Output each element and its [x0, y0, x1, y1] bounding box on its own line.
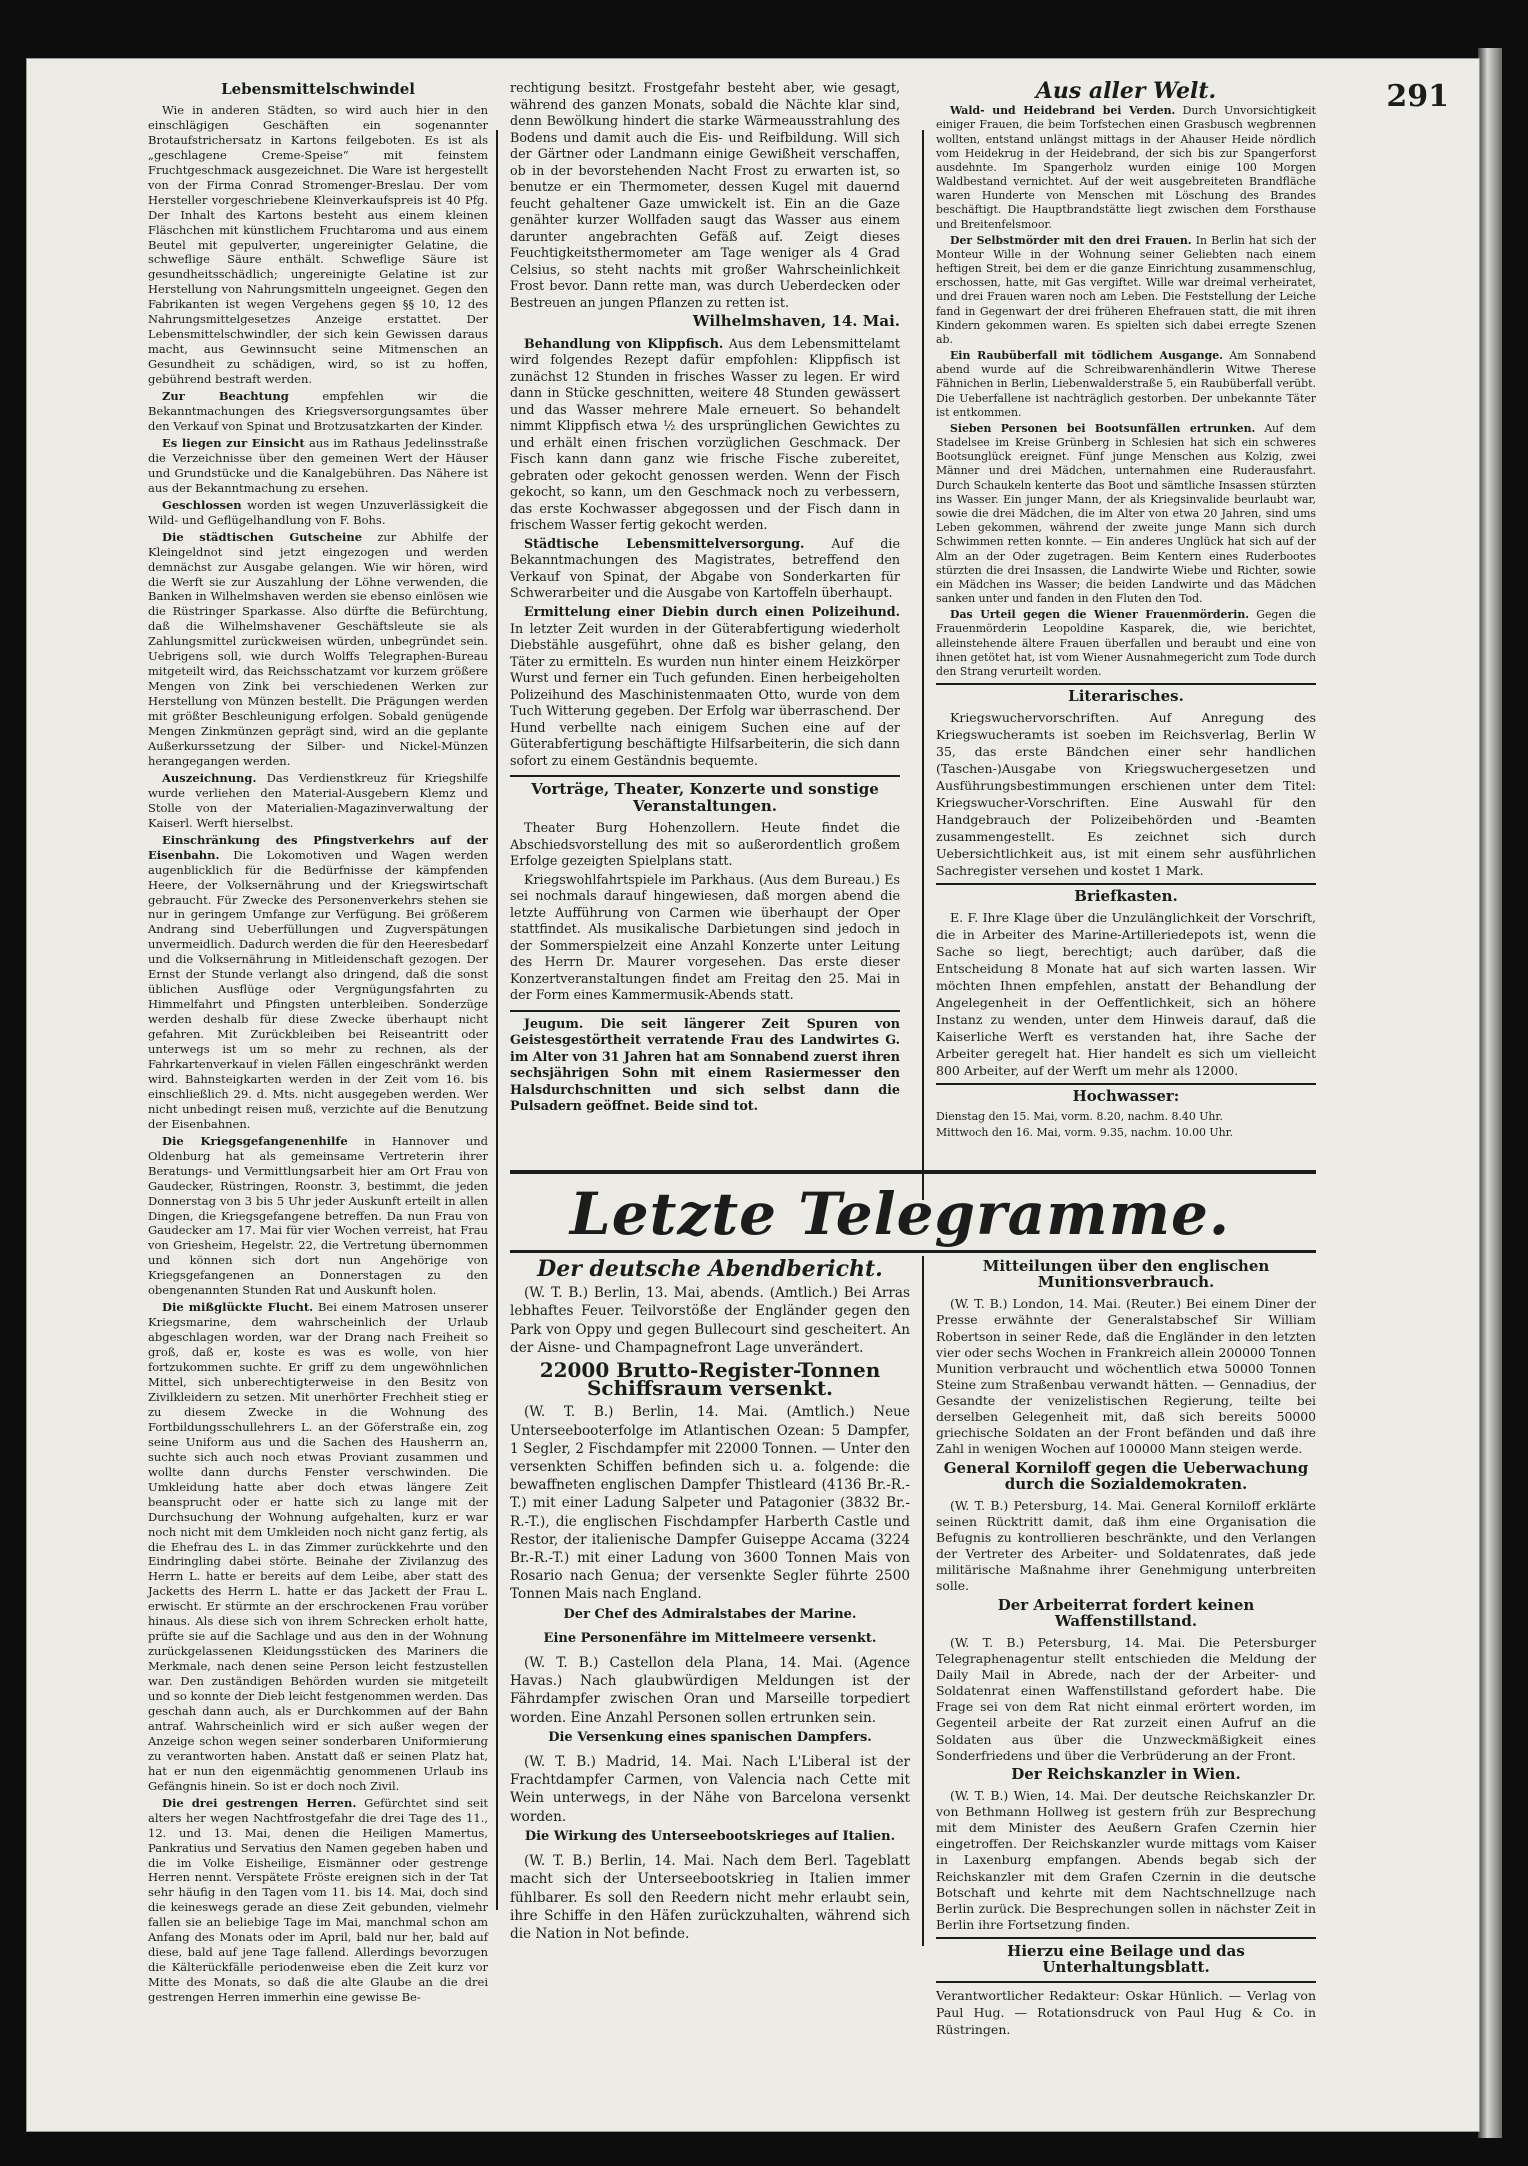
article-paragraph [510, 604, 900, 769]
article-lead: Die städtischen Gutscheine [162, 529, 363, 544]
article-text: aus im Rathaus Jedelinsstraße die Verzeichnisse über den gemeinen Wert der Häuser und Grundstücke und die Kanalgebühren. Das Nähere ist aus der Bekanntmachung zu ersehen. [148, 435, 488, 495]
article-text: Das Verdienstkreuz für Kriegshilfe wurde verliehen den Material-Ausgebern Klemz und Stolle von der Materialien-Magazinverwaltung der Kaiserl. Werft hierselbst. [148, 770, 488, 830]
beilage-note: Hierzu eine Beilage und das Unterhaltungsblatt. [1007, 1942, 1245, 1977]
article-lead: Die Kriegsgefangenenhilfe [162, 1133, 348, 1148]
jeugum-paragraph: Jeugum. Die seit längerer Zeit Spuren von Geistesgestörtheit verratende Frau des Landwirtes G. im Alter von 31 Jahren hat am Sonnabend zuerst ihren sechsjährigen Sohn mit einem Rasiermesser den Halsdurchschnitten und sich selbst dann die Pulsadern geöffnet. Beide sind tot. [510, 1015, 900, 1114]
article-paragraph [148, 1300, 488, 1793]
article-lead: Es liegen zur Einsicht [162, 435, 305, 450]
article-text: Durch Unvorsichtigkeit einiger Frauen, die beim Torfstechen einen Grasbusch wegbrennen wollten, entstand unlängst mittags in der Ahauser Heide nördlich vom Heidekrug in der Heidebrand, der sich bis zur Spangerforst ausdehnte. Im Spangerholz wurden einige 100 Morgen Waldbestand vernichtet. Auf der weit ausgebreiteten Brandfläche waren Hunderte von Menschen mit Löschung des Brandes beschäftigt. Die Hauptbrandstätte liegt zwischen dem Forsthause und Breitenfelsmoor. [936, 104, 1317, 231]
subhead-korniloff: General Korniloff gegen die Ueberwachung durch die Sozialdemokraten. [943, 1458, 1309, 1493]
article-paragraph [510, 336, 900, 534]
telegram-text: (W. T. B.) Berlin, 14. Mai. Nach dem Berl. Tageblatt macht sich der Unterseebootskrieg in Italien immer fühlbarer. Es soll den Reedern nicht mehr erlaubt sein, ihre Schiffe in den Häfen zurückzuhalten, während sich die Nation in Not befinde. [510, 1853, 910, 1942]
article-paragraph [148, 103, 488, 387]
article-lead: Behandlung von Klippfisch. [524, 335, 724, 351]
section-title-literarisches: Literarisches. [1068, 687, 1184, 706]
section-title-briefkasten: Briefkasten. [1074, 887, 1178, 906]
briefkasten-text: E. F. Ihre Klage über die Unzulänglichkeit der Vorschrift, die in Arbeiter des Marine-Artilleriedepots ist, wenn die Sache so liegt, berechtigt; auch darüber, daß die Entscheidung 8 Monate hat auf sich warten lassen. Wir möchten Ihnen empfehlen, anstatt der Behandlung der Angelegenheit in der Oeffentlichkeit, sich an höhere Instanz zu wenden, unter dem Hinweis darauf, daß die Kaiserliche Werft es verstanden hat, ihre Sache der Arbeiter geregelt hat. Hier handelt es sich um vielleicht 800 Arbeiter, auf der Werft um mehr als 12000. [936, 910, 1316, 1079]
article-text: worden ist wegen Unzuverlässigkeit die Wild- und Geflügelhandlung von F. Bohs. [148, 497, 488, 527]
article-text: empfehlen wir die Bekanntmachungen des Kriegsversorgungsamtes über den Verkauf von Spinat und Brotzusatzkarten der Kinder. [148, 389, 489, 433]
divider [936, 683, 1316, 685]
article-lead: Der Selbstmörder mit den drei Frauen. [950, 233, 1192, 247]
page-number: 291 [1386, 79, 1449, 114]
telegram-text: (W. T. B.) Berlin, 14. Mai. (Amtlich.) Neue Unterseebooterfolge im Atlantischen Ozean: 5 Dampfer, 1 Segler, 2 Fischdampfer mit 22000 Tonnen. — Unter den versenkten Schiffen befinden sich u. a. folgende: die bewaffneten englischen Dampfer Thistleard (4136 Br.-R.-T.) mit einer Ladung Salpeter und Patagonier (3832 Br.-R.-T.), die englischen Fischdampfer Harberth Castle und Restor, der italienische Dampfer Guiseppe Accama (3224 Br.-R.-T.) mit einer Ladung von 3600 Tonnen Mais von Rosario nach Genua; der versenkte Segler führte 2500 Tonnen Mais nach England. [510, 1404, 910, 1603]
article-lead: Die drei gestrengen Herren. [162, 1795, 357, 1810]
section-title-hochwasser: Hochwasser: [1072, 1087, 1180, 1106]
divider [936, 883, 1316, 885]
telegram-text: (W. T. B.) Petersburg, 14. Mai. General Korniloff erklärte seinen Rücktritt damit, daß ihm eine Organisation die Befugnis zu kontrollieren beschränkte, und den Verlangen der Vertreter des Arbeiter- und Soldatenrates, daß jede militärische Maßnahme ihrer Genehmigung unterbreiten solle. [936, 1497, 1316, 1594]
article-text: Bei einem Matrosen unserer Kriegsmarine, dem wahrscheinlich der Urlaub abgeschlagen worden, war der Drang nach Freiheit so groß, daß er, koste es was es wolle, von hier fortzukommen suchte. Er griff zu dem ungewöhnlichen Mittel, sich unberechtigterweise in den Besitz von Zivilkleidern zu setzen. Mit unerhörter Frechheit stieg er zu diesem Zwecke in die Wohnung des Fortbildungsschullehrers L. an der Göferstraße ein, zog seine Uniform aus und die Sachen des Hausherrn an, suchte sich auch noch etwas Proviant zusammen und wollte dann durchs Fenster verschwinden. Die Umkleidung hatte aber doch etwas längere Zeit beansprucht oder er hatte sich zu lange mit der Durchsuchung der Wohnung aufgehalten, kurz er war noch nicht mit dem Umkleiden noch nicht ganz fertig, als die Ehefrau des L. in das Zimmer zurückkehrte und den Eindringling dabei störte. Beinahe der Zivilanzug des Herrn L. hatte er bereits auf dem Leibe, aber statt des Jacketts des Herrn L. hatte er das Jackett der Frau L. erwischt. Er stürmte an der erschrockenen Frau vorüber hinaus. Als diese sich von ihrem Schrecken erholt hatte, prüfte sie auf die Sachlage und aus den in der Wohnung zurückgelassenen Kleidungsstücken des Mariners die Merkmale, nach denen seine Person leicht festzustellen war. Den zuständigen Behörden wurden sie mitgeteilt und so konnte der Dieb leicht festgenommen werden. Das geschah dann auch, als er Durchkommen auf der Bahn antraf. Wahrscheinlich wird er sich außer wegen der Anzeige schon wegen seiner sonderbaren Uniformierung zu verantworten haben. Anstatt daß er seinen Platz hat, hat er nun den eigenmächtig genommenen Urlaub ins Gefängnis hinein. So ist er doch noch Zivil. [148, 1300, 488, 1793]
banner-letzte-telegramme: Letzte Telegramme. [569, 1180, 1231, 1248]
impressum: Verantwortlicher Redakteur: Oskar Hünlich. — Verlag von Paul Hug. — Rotationsdruck von Paul Hug & Co. in Rüstringen. [936, 1988, 1316, 2038]
subhead-personenfaehre: Eine Personenfähre im Mittelmeere versenkt. [543, 1630, 877, 1646]
subhead-munitionsverbrauch: Mitteilungen über den englischen Munitionsverbrauch. [982, 1257, 1270, 1292]
article-paragraph [148, 1134, 488, 1298]
telegramme-right-column [936, 1256, 1316, 2040]
article-lead: Ein Raubüberfall mit tödlichem Ausgange. [950, 349, 1223, 363]
article-paragraph [148, 436, 488, 496]
article-paragraph [148, 498, 488, 528]
article-paragraph [936, 349, 1316, 420]
article-text: zur Abhilfe der Kleingeldnot sind jetzt eingezogen und werden demnächst zur Ausgabe gelangen. Wie wir hören, wird die Werft sie zur Auszahlung der Löhne verwenden, die Banken in Wilhelmshaven werden sie ebenso einlösen wie die Rüstringer Sparkasse. Also dürfte die Befürchtung, daß die Wilhelmshavener Geschäftsleute sie als Zahlungsmittel zurückweisen würden, unbegründet sein. Uebrigens soll, wie durch Wolffs Telegraphen-Bureau mitgeteilt wird, das Reichsschatzamt vor kurzem größere Mengen von Zink bei verschiedenen Werken zur Herstellung von Münzen bestellt. Die Prägungen werden mit größter Beschleunigung erfolgen. Sobald genügende Mengen Zinkmünzen geprägt sind, wird an die geplante Außerkurssetzung der Silber- und Nickel-Münzen herangegangen werden. [148, 529, 488, 768]
headline-abendbericht: Der deutsche Abendbericht. [537, 1256, 883, 1282]
article-text: In Berlin hat sich der Monteur Wille in der Wohnung seiner Geliebten nach einem heftigen Streit, bei dem er die ganze Einrichtung zusammenschlug, erschossen, hatte, mit Gas vergiftet. Wille war dreimal verheiratet, und drei Frauen waren noch am Leben. Die Feststellung der Leiche fand in Gegenwart der drei früheren Ehefrauen statt, die mit ihren Kindern gekommen waren. Es spielten sich dabei erregte Szenen ab. [936, 233, 1317, 346]
literarisches-text: Kriegswuchervorschriften. Auf Anregung des Kriegswucheramts ist soeben im Reichsverlag, Berlin W 35, das erste Bändchen einer sehr handlichen (Taschen-)Ausgabe von Kriegswuchergesetzen und Ausführungsbestimmungen erschienen unter dem Titel: Kriegswucher-Vorschriften. Eine Auswahl für den Handgebrauch der Polizeibehörden und -Beamten zusammengestellt. Es zeichnet sich durch Uebersichtlichkeit aus, ist mit einem sehr ausführlichen Sachregister versehen und kostet 1 Mark. [936, 710, 1316, 879]
article-text: Die Lokomotiven und Wagen werden augenblicklich für die Bedürfnisse der kämpfenden Heere, der Volksernährung und der Kriegswirtschaft gebraucht. Für Zwecke des Personenverkehrs stehen sie nur in geringem Umfange zur Verfügung. Bei größerem Andrang sind Ueberfüllungen und Zugverspätungen unvermeidlich. Dadurch werden die für den Heeresbedarf und die Volksernährung in Mitleidenschaft gezogen. Der Ernst der Stunde verlangt also dringend, daß die sonst üblichen Ausflüge oder Vergnügungsfahrten zu Himmelfahrt und Pfingsten unterbleiben. Sonderzüge werden deshalb für diese Zwecke überhaupt nicht gefahren. Mit Zurückbleiben bei Reiseantritt oder unterwegs ist um so mehr zu rechnen, als der Fahrkartenverkauf in vielen Fällen eingeschränkt werden wird. Bahnsteigkarten werden in der Zeit vom 16. bis einschließlich 29. d. Mts. nicht ausgegeben werden. Wer nicht unbedingt reisen muß, verzichte auf die Benutzung der Eisenbahnen. [148, 847, 488, 1131]
column-local-news [148, 80, 488, 2007]
article-paragraph [148, 1796, 488, 2005]
article-text: Am Sonnabend abend wurde auf die Schreibwarenhändlerin Witwe Therese Fähnichen in Berlin, Liebenwalderstraße 5, ein Raubüberfall verübt. Die Ueberfallene ist nachträglich gestorben. Der unbekannte Täter ist entkommen. [936, 349, 1316, 419]
column-rule [922, 1256, 924, 1946]
article-lead: Sieben Personen bei Bootsunfällen ertrunken. [950, 421, 1256, 435]
divider [936, 1083, 1316, 1085]
article-paragraph [510, 536, 900, 602]
subhead-reichskanzler: Der Reichskanzler in Wien. [1011, 1764, 1241, 1783]
article-paragraph [936, 104, 1316, 232]
article-lead: Einschränkung des Pfingstverkehrs auf der Eisenbahn. [148, 832, 488, 862]
article-lead: Die mißglückte Flucht. [162, 1300, 314, 1315]
telegram-text: (W. T. B.) Berlin, 13. Mai, abends. (Amtlich.) Bei Arras lebhaftes Feuer. Teilvorstöße der Engländer gegen den Park von Oppy und gegen Bullecourt sind gescheitert. An der Aisne- und Champagnefront Lage unverändert. [510, 1285, 910, 1356]
article-paragraph [148, 389, 488, 434]
article-paragraph [148, 530, 488, 769]
column-rule [496, 130, 498, 1910]
article-lead: Das Urteil gegen die Wiener Frauenmörderin. [950, 608, 1250, 622]
article-lead: Wald- und Heidebrand bei Verden. [950, 104, 1176, 118]
subhead-spanischer-dampfer: Die Versenkung eines spanischen Dampfers. [548, 1729, 872, 1745]
telegramme-top-rule [510, 1170, 1316, 1174]
section-title-aus-aller-welt: Aus aller Welt. [1035, 78, 1217, 104]
divider [510, 1010, 900, 1012]
article-lead: Zur Beachtung [162, 389, 289, 404]
article-paragraph [936, 608, 1316, 679]
article-text: Gegen die Frauenmörderin Leopoldine Kasparek, die, wie berichtet, alleinstehende ältere Frauen überfallen und beraubt und eine von ihnen getötet hat, ist vom Wiener Ausnahmegericht zum Tode durch den Strang verurteilt worden. [936, 608, 1316, 678]
telegram-text: (W. T. B.) Wien, 14. Mai. Der deutsche Reichskanzler Dr. von Bethmann Hollweg ist gestern früh zur Besprechung mit dem Minister des Aeußern Grafen Czernin hier eingetroffen. Der Reichskanzler wurde mittags vom Kaiser in Laxenburg empfangen. Abends begab sich der Reichskanzler mit dem Grafen Czernin in die deutsche Botschaft und kehrte mit dem Nachtschnellzuge nach Berlin zurück. Die Besprechungen sollen in nächster Zeit in Berlin ihre Fortsetzung finden. [936, 1787, 1316, 1932]
telegramme-left-column [510, 1256, 910, 1945]
subhead-italien: Die Wirkung des Unterseebootskrieges auf Italien. [524, 1828, 896, 1844]
article-text: Gefürchtet sind seit alters her wegen Nachtfrostgefahr die drei Tage des 11., 12. und 13. Mai, denen die Heiligen Mamertus, Pankratius und Servatius den Namen gegeben haben und die im Volke Eisheilige, Eismänner oder gestrenge Herren nennt. Verspätete Fröste ereignen sich in der Tat sehr häufig in den Tagen vom 11. bis 14. Mai, doch sind die keineswegs gerade an diese Zeit gebunden, vielmehr fallen sie an beliebige Tage im Mai, manchmal schon am Anfang des Monats oder im April, bald nur her, bald auf diese, bald auf jene Tage fallend. Allerdings bevorzugen die Kälterückfälle periodenweise eben die Zeit kurz vor Mitte des Monats, so daß die alte Glaube an die drei gestrengen Herren immerhin eine gewisse Be- [148, 1795, 488, 2005]
theater-paragraph: Kriegswohlfahrtspiele im Parkhaus. (Aus dem Bureau.) Es sei nochmals darauf hingewiesen, daß morgen abend die letzte Aufführung von Carmen wie überhaupt der Oper stattfindet. Als musikalische Darbietungen sind jedoch in der Sommerspielzeit eine Anzahl Konzerte unter Leitung des Herrn Dr. Maurer vorgesehen. Das erste dieser Konzertveranstaltungen findet am Freitag den 25. Mai in der Form eines Kammermusik-Abends statt. [510, 871, 900, 1003]
hochwasser-line: Mittwoch den 16. Mai, vorm. 9.35, nachm. 10.00 Uhr. [936, 1125, 1234, 1139]
column-rule [922, 130, 924, 1200]
article-paragraph [936, 422, 1316, 606]
dateline-wilhelmshaven: Wilhelmshaven, 14. Mai. [692, 312, 900, 331]
article-text: In letzter Zeit wurden in der Güterabfertigung wiederholt Diebstähle ausgeführt, ohne daß es bisher gelang, den Täter zu ermitteln. Es wurden nun hinter einem Heizkörper Wurst und ferner ein Tuch gefunden. Einen herbeigeholten Polizeihund des Maschinistenmaaten Otto, wurde von dem Tuch Witterung gegeben. Der Erfolg war überraschend. Der Hund verbellte nach einigem Suchen eine auf der Güterabfertigung beschäftigte Hilfsarbeiterin, die sich dann sofort zu einem Geständnis bequemte. [510, 620, 900, 768]
article-paragraph [148, 771, 488, 831]
article-paragraph [936, 234, 1316, 347]
article-text: Auf die Bekanntmachungen des Magistrates, betreffend den Verkauf von Spinat, der Abgabe von Sonderkarten für Schwerarbeiter und die Ausgabe von Kartoffeln überhaupt. [510, 535, 900, 601]
continued-text: rechtigung besitzt. Frostgefahr besteht aber, wie gesagt, während des ganzen Monats, sobald die Nächte klar sind, denn Bewölkung hindert die starke Wärmeausstrahlung des Bodens und damit auch die Eis- und Reifbildung. Will sich der Gärtner oder Landmann einige Gewißheit verschaffen, ob in der bevorstehenden Nacht Frost zu erwarten ist, so benutze er ein Thermometer, dessen Kugel mit dauernd feucht gehaltener Gaze umwickelt ist. Ein an die Gaze genähter kurzer Wollfaden saugt das Wasser aus einem darunter angebrachten Gefäß auf. Zeigt dieses Feuchtigkeitsthermometer am Tage weniger als 4 Grad Celsius, so steht nachts mit großer Wahrscheinlichkeit Frost bevor. Dann rette man, was durch Ueberdecken oder Bestreuen an jungen Pflanzen zu retten ist. [510, 80, 900, 310]
section-title-lebensmittelschwindel: Lebensmittelschwindel [221, 80, 415, 98]
section-title-veranstaltungen: Vorträge, Theater, Konzerte und sonstige Veranstaltungen. [531, 780, 879, 815]
article-lead: Geschlossen [162, 497, 242, 512]
divider [510, 775, 900, 777]
divider [936, 1937, 1316, 1939]
telegramme-bottom-rule [510, 1250, 1316, 1253]
book-spine-edge [1478, 48, 1502, 2138]
signature-admiralstab: Der Chef des Admiralstabes der Marine. [563, 1606, 857, 1622]
hochwasser-line: Dienstag den 15. Mai, vorm. 8.20, nachm. 8.40 Uhr. [936, 1109, 1223, 1123]
telegram-text: (W. T. B.) Castellon dela Plana, 14. Mai. (Agence Havas.) Nach glaubwürdigen Meldungen ist der Fährdampfer zwischen Oran und Marseille torpediert worden. Eine Anzahl Personen sollen ertrunken sein. [510, 1655, 910, 1726]
article-lead: Auszeichnung. [162, 770, 257, 785]
telegram-text: (W. T. B.) Madrid, 14. Mai. Nach L'Liberal ist der Frachtdampfer Carmen, von Valencia nach Cette mit Wein unterwegs, in der Nähe von Barcelona versenkt worden. [510, 1754, 910, 1825]
headline-22000-tonnen: 22000 Brutto-Register-Tonnen Schiffsraum versenkt. [539, 1358, 881, 1401]
article-text: Wie in anderen Städten, so wird auch hier in den einschlägigen Geschäften ein sogenannter Brotaufstrichersatz in Kartons feilgeboten. Es ist als „geschlagene Creme-Speise“ mit feinstem Fruchtgeschmack ausgezeichnet. Die Ware ist hergestellt von der Firma Conrad Stromenger-Breslau. Der vom Hersteller vorgeschriebene Kleinverkaufspreis ist 40 Pfg. Der Inhalt des Kartons besteht aus einem kleinen Fläschchen mit künstlichem Fruchtaroma und aus einem Beutel mit gepulverter, ungereinigter Gelatine, die schweflige Säure enthält. Schweflige Säure ist gesundheitsschädlich; ungereinigte Gelatine ist zur Herstellung von Nahrungsmitteln ungeeignet. Gegen den Fabrikanten ist wegen Vergehens gegen §§ 10, 12 des Nahrungsmittelgesetzes Anzeige erstattet. Der Lebensmittelschwindler, der sich kein Gewissen daraus macht, aus Gewinnsucht seine Mitmenschen an Gesundheit zu schädigen, wird, so ist zu hoffen, gebührend bestraft werden. [148, 102, 488, 387]
column-wilhelmshaven [510, 80, 900, 1117]
divider [936, 1981, 1316, 1983]
telegram-text: (W. T. B.) London, 14. Mai. (Reuter.) Bei einem Diner der Presse erwähnte der Generalstabschef Sir William Robertson in seiner Rede, daß die Engländer in den letzten vier oder sechs Wochen in Frankreich allein 200000 Tonnen Munition verbraucht und wöchentlich etwa 50000 Tonnen Steine zum Straßenbau verwandt hätten. — Gennadius, der Gesandte der venizelistischen Regierung, teilte bei derselben Gelegenheit mit, daß sich bereits 50000 griechische Soldaten an der Front befänden und daß ihre Zahl in wenigen Wochen auf 100000 Mann steigen werde. [936, 1296, 1316, 1457]
theater-paragraph: Theater Burg Hohenzollern. Heute findet die Abschiedsvorstellung des mit so außerordentlich großem Erfolge gezeigten Spielplans statt. [510, 820, 900, 869]
article-text: Aus dem Lebensmittelamt wird folgendes Rezept dafür empfohlen: Klippfisch ist zunächst 12 Stunden in frisches Wasser zu legen. Er wird dann in Stücke geschnitten, weitere 48 Stunden gewässert und das Wasser mehrere Male erneuert. So behandelt nimmt Klippfisch etwa ½ des ursprünglichen Gewichtes zu und erhält einen frischen vorzüglichen Geschmack. Der Fisch kann dann ganz wie frische Fische zubereitet, gebraten oder gekocht genossen werden. Wenn der Fisch gekocht, so kann, um den Geschmack noch zu verbessern, das erste Kochwasser abgegossen und der Fisch dann in frischem Wasser fertig gekocht werden. [510, 335, 900, 533]
column-aus-aller-welt [936, 80, 1316, 1142]
article-paragraph [148, 833, 488, 1132]
telegram-text: (W. T. B.) Petersburg, 14. Mai. Die Petersburger Telegraphenagentur stellt entschieden die Meldung der Daily Mail in Abrede, nach der der Arbeiter- und Soldatenrat einen Waffenstillstand gefordert habe. Die Frage sei von dem Rat nicht einmal erörtert worden, im Gegenteil arbeite der Rat zurzeit einen Aufruf an die Soldaten aus über die Unzweckmäßigkeit eines Sonderfriedens und über die Verbrüderung an der Front. [936, 1634, 1316, 1763]
article-text: in Hannover und Oldenburg hat als gemeinsame Vertreterin ihrer Beratungs- und Vermittlungsarbeit hier am Ort Frau von Gaudecker, Rüstringen, Roonstr. 3, bestimmt, die jeden Donnerstag von 3 bis 5 Uhr jeder Auskunft erteilt in allen Dingen, die Kriegsgefangene betreffen. Da nun Frau von Gaudecker am 17. Mai für vier Wochen verreist, hat Frau von Griesheim, Hegelstr. 22, die Vertretung übernommen und können sich dort nun Angehörige von Kriegsgefangenen an Donnerstagen zu den obengenannten Stunden Rat und Auskunft holen. [148, 1133, 488, 1298]
subhead-arbeiterrat: Der Arbeiterrat fordert keinen Waffenstillstand. [997, 1595, 1255, 1630]
article-text: Auf dem Stadelsee im Kreise Grünberg in Schlesien hat sich ein schweres Bootsunglück ereignet. Fünf junge Menschen aus Kolzig, zwei Männer und drei Mädchen, unternahmen eine Ruderausfahrt. Durch Schaukeln kenterte das Boot und sämtliche Insassen stürzten ins Wasser. Ein junger Mann, der als Kriegsinvalide beurlaubt war, sowie die drei Mädchen, die im Alter von etwa 20 Jahren, sind ums Leben gekommen, während der zweite junge Mann sich durch Schwimmen retten konnte. — Ein anderes Unglück hat sich auf der Alm an der Oder zugetragen. Beim Kentern eines Ruderbootes stürzten die drei Insassen, die Landwirte Wiebe und Richter, sowie ein Mädchen ins Wasser; die beiden Landwirte und das Mädchen sanken unter und fanden in den Fluten den Tod. [936, 421, 1316, 606]
article-lead: Städtische Lebensmittelversorgung. [524, 535, 805, 551]
article-lead: Ermittelung einer Diebin durch einen Polizeihund. [524, 603, 900, 619]
